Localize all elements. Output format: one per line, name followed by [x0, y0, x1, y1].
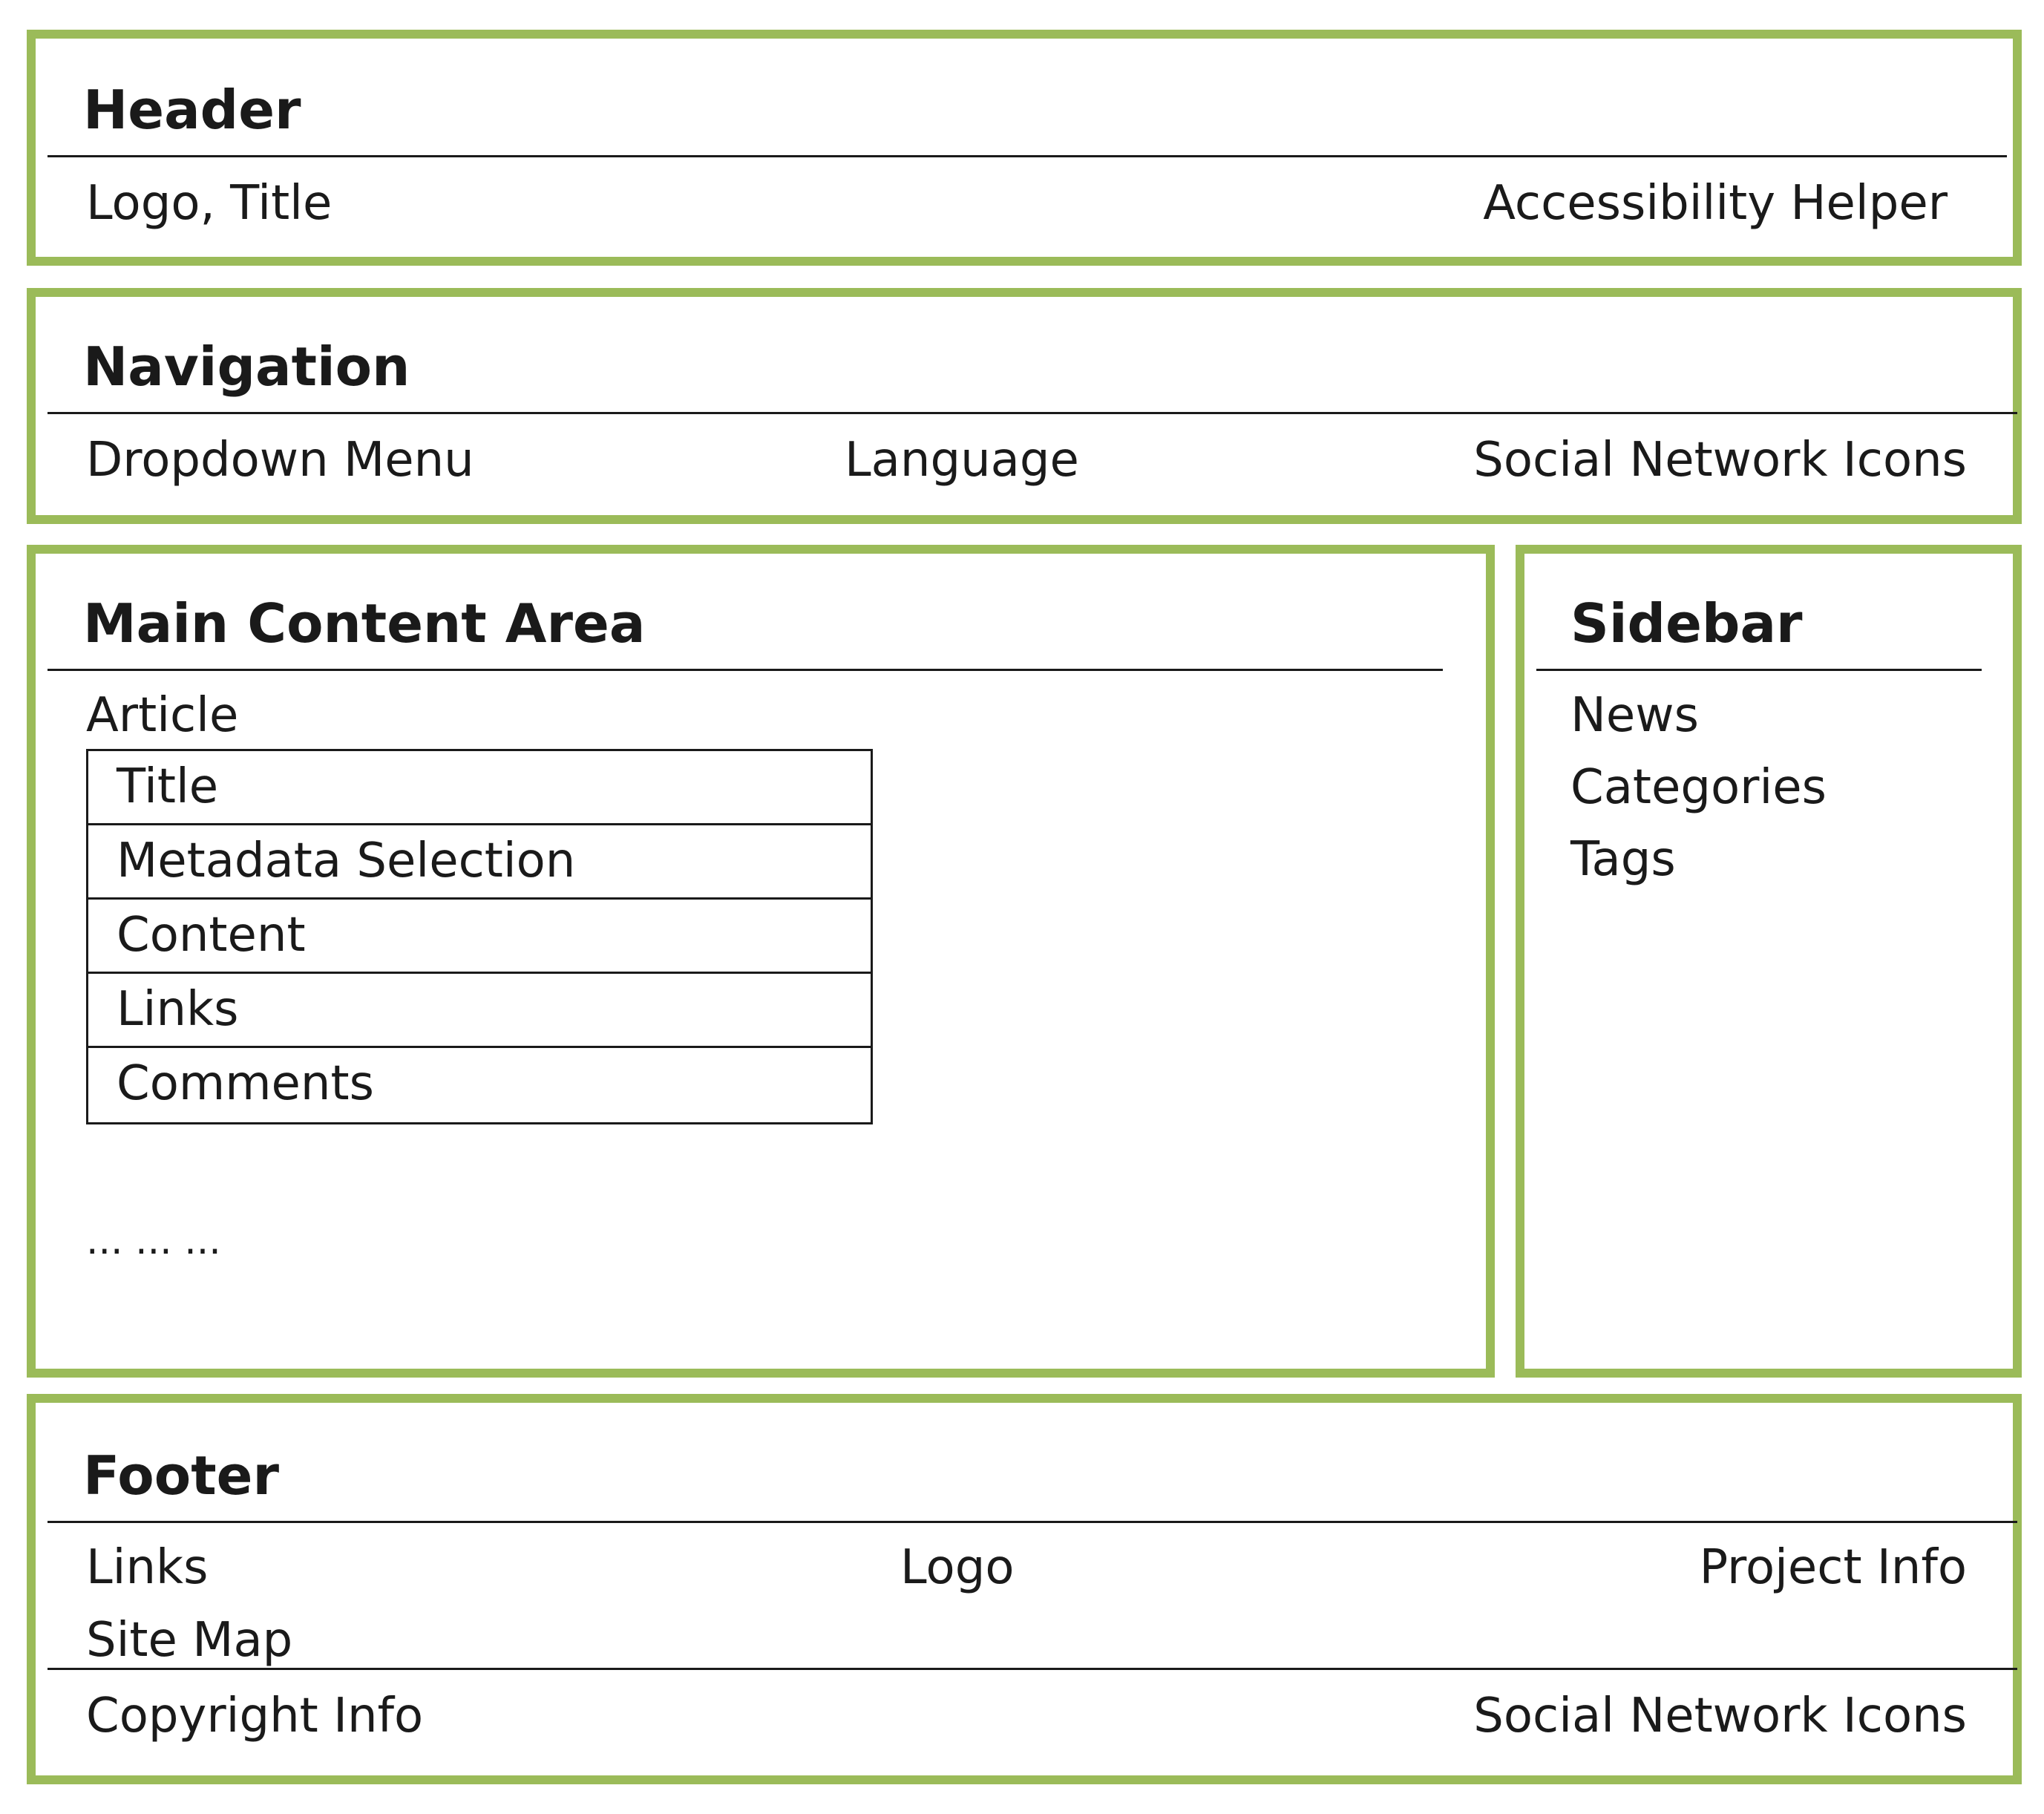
navigation-dropdown-menu-label: Dropdown Menu — [86, 433, 474, 488]
sidebar-divider — [1536, 669, 1982, 671]
navigation-language-label: Language — [845, 433, 1079, 488]
header-divider — [48, 155, 2007, 157]
footer-copyright-info-label: Copyright Info — [86, 1689, 424, 1743]
sidebar-item-tags: Tags — [1570, 832, 1676, 887]
footer-divider-top — [48, 1521, 2017, 1523]
footer-project-info-label: Project Info — [1699, 1540, 1967, 1595]
article-row-comments: Comments — [117, 1056, 374, 1111]
footer-site-map-label: Site Map — [86, 1613, 293, 1668]
footer-heading: Footer — [83, 1444, 279, 1507]
main-content-ellipsis: ... ... ... — [86, 1219, 221, 1263]
footer-divider-bottom — [48, 1668, 2017, 1670]
sidebar-item-news: News — [1570, 688, 1699, 743]
header-heading: Header — [83, 79, 301, 141]
main-content-heading: Main Content Area — [83, 592, 646, 655]
header-box — [27, 30, 2022, 266]
article-row-metadata-selection: Metadata Selection — [88, 825, 871, 900]
article-structure-table — [86, 749, 873, 1124]
main-content-box — [27, 545, 1495, 1378]
sidebar-heading: Sidebar — [1570, 592, 1803, 655]
article-label: Article — [86, 688, 239, 743]
navigation-social-network-icons-label: Social Network Icons — [1473, 433, 1967, 488]
footer-links-label: Links — [86, 1540, 209, 1595]
sidebar-box — [1516, 545, 2022, 1378]
navigation-box — [27, 288, 2022, 524]
header-logo-title-label: Logo, Title — [86, 176, 333, 231]
footer-logo-label: Logo — [900, 1540, 1015, 1595]
article-row-links: Links — [88, 974, 871, 1048]
article-row-title: Title — [88, 751, 871, 825]
article-row-content: Content — [88, 900, 871, 974]
main-content-divider — [48, 669, 1443, 671]
footer-box — [27, 1394, 2022, 1784]
sidebar-item-categories: Categories — [1570, 760, 1827, 815]
header-accessibility-helper-label: Accessibility Helper — [1483, 176, 1948, 231]
footer-social-network-icons-label: Social Network Icons — [1473, 1689, 1967, 1743]
navigation-divider — [48, 412, 2017, 414]
navigation-heading: Navigation — [83, 335, 410, 398]
